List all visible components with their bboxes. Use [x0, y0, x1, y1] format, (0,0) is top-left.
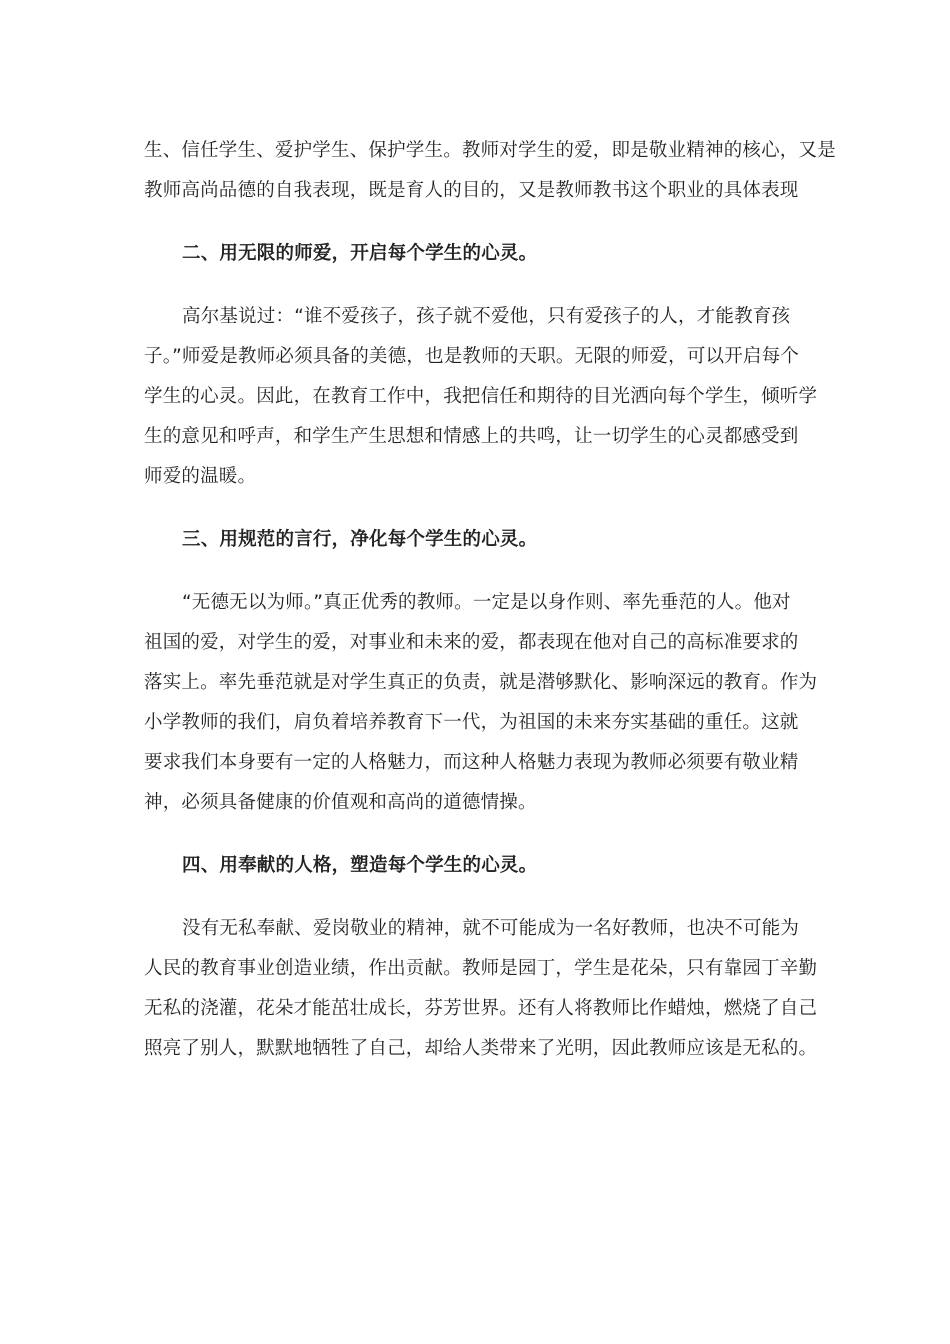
text-line: 要求我们本身要有一定的人格魅力，而这种人格魅力表现为教师必须要有敬业精: [144, 752, 799, 773]
text-line: 生的意见和呼声，和学生产生思想和情感上的共鸣，让一切学生的心灵都感受到: [144, 426, 799, 447]
section-heading-2: 二、用无限的师爱，开启每个学生的心灵。: [182, 243, 538, 264]
text-line: “无德无以为师。”真正优秀的教师。一定是以身作则、率先垂范的人。他对: [182, 592, 791, 613]
text-line: 子。”师爱是教师必须具备的美德，也是教师的天职。无限的师爱，可以开启每个: [144, 346, 800, 367]
text-line: 师爱的温暖。: [144, 466, 257, 487]
text-line: 祖国的爱，对学生的爱，对事业和未来的爱，都表现在他对自己的高标准要求的: [144, 632, 799, 653]
text-line: 无私的浇灌，花朵才能茁壮成长，芬芳世界。还有人将教师比作蜡烛，燃烧了自己: [144, 998, 818, 1019]
text-line: 没有无私奉献、爱岗敬业的精神，就不可能成为一名好教师，也决不可能为: [182, 918, 800, 939]
paragraph-continuation: [144, 131, 836, 211]
text-line: 学生的心灵。因此，在教育工作中，我把信任和期待的目光洒向每个学生，倾听学: [144, 386, 818, 407]
text-line: 落实上。率先垂范就是对学生真正的负责，就是潜够默化、影响深远的教育。作为: [144, 672, 818, 693]
document-page: [144, 131, 836, 1069]
paragraph-section-4: [144, 909, 818, 1069]
text-line: 小学教师的我们，肩负着培养教育下一代，为祖国的未来夯实基础的重任。这就: [144, 712, 799, 733]
text-line: 神，必须具备健康的价值观和高尚的道德情操。: [144, 792, 537, 813]
text-line: 高尔基说过：“谁不爱孩子，孩子就不爱他，只有爱孩子的人，才能教育孩: [182, 306, 791, 327]
text-line: 照亮了别人，默默地牺牲了自己，却给人类带来了光明，因此教师应该是无私的。: [144, 1038, 818, 1059]
section-heading-3: 三、用规范的言行，净化每个学生的心灵。: [182, 529, 538, 550]
text-line: 生、信任学生、爱护学生、保护学生。教师对学生的爱，即是敬业精神的核心，又是: [144, 140, 836, 161]
paragraph-section-2: [144, 297, 818, 497]
section-heading-4: 四、用奉献的人格，塑造每个学生的心灵。: [182, 855, 538, 876]
paragraph-section-3: [144, 583, 818, 823]
text-line: 人民的教育事业创造业绩，作出贡献。教师是园丁，学生是花朵，只有靠园丁辛勤: [144, 958, 818, 979]
text-line: 教师高尚品德的自我表现，既是育人的目的，又是教师教书这个职业的具体表现: [144, 180, 799, 201]
